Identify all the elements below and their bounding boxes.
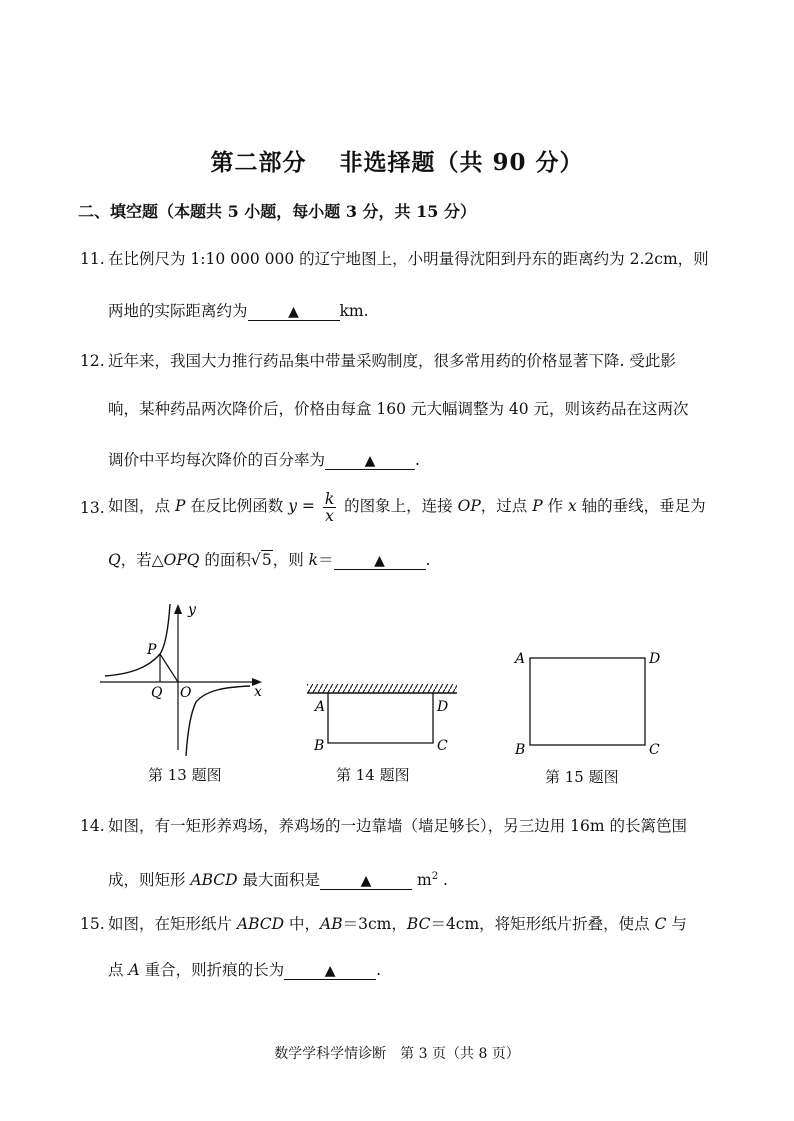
q12-number: 12.: [80, 352, 105, 370]
q13-triangle-opq: OPQ: [163, 551, 200, 569]
q15-text: 重合，则折痕的长为: [139, 961, 285, 979]
q13-number: 13.: [80, 499, 105, 517]
q14-rect-abcd: ABCD: [190, 871, 238, 890]
q12-answer-blank[interactable]: [325, 451, 415, 470]
q13-text: ，过点: [480, 497, 533, 515]
fig13-graph: [100, 602, 262, 756]
fig13-caption: 第 13 题图: [148, 766, 222, 784]
q13-point-p: P: [174, 497, 186, 515]
q13-text: 在反比例函数: [185, 497, 289, 515]
label-d: D: [649, 651, 661, 667]
q11-answer-blank[interactable]: [248, 302, 340, 321]
figures-area: [0, 590, 794, 790]
q13-axis-x: x: [567, 497, 577, 515]
q14-unit-exponent: 2: [431, 871, 439, 882]
answer-triangle-icon: ▲: [360, 873, 372, 890]
page-title: 第二部分 非选择题（共 90 分）: [210, 149, 584, 176]
q12-line1: 近年来，我国大力推行药品集中带量采购制度，很多常用药的价格显著下降. 受此影: [108, 352, 676, 370]
q15-text: 与: [666, 915, 687, 933]
q15-answer-blank[interactable]: [284, 961, 376, 980]
page-footer: 数学学科学情诊断 第 3 页（共 8 页）: [274, 1046, 520, 1062]
q13-text: 的图象上，连接: [339, 497, 458, 515]
q15-point-c: C: [654, 915, 667, 933]
q13-text: 轴的垂线，垂足为: [576, 497, 706, 515]
q13-equals: =: [297, 497, 320, 515]
q11-text: 两地的实际距离约为: [108, 302, 248, 320]
q14-line1: 如图，有一矩形养鸡场，养鸡场的一边靠墙（墙足够长），另三边用 16m 的长篱笆围: [108, 817, 688, 835]
q14-line2: [108, 866, 448, 891]
fraction-numerator: k: [324, 489, 335, 508]
q14-answer-blank[interactable]: [320, 871, 412, 890]
q15-period: .: [376, 961, 382, 979]
q14-number: 14.: [80, 817, 105, 835]
q13-fraction: [323, 491, 336, 524]
answer-triangle-icon: ▲: [324, 963, 336, 979]
fig14-caption: 第 14 题图: [336, 766, 410, 784]
section-heading: 二、填空题（本题共 5 小题，每小题 3 分，共 15 分）: [78, 202, 476, 221]
q11-unit: km.: [339, 302, 369, 320]
label-d: D: [437, 699, 449, 715]
y-axis-arrow-icon: [174, 604, 182, 614]
q13-point-p: P: [532, 497, 543, 515]
q13-line2: [108, 549, 430, 571]
segment-op: [160, 654, 178, 682]
q15-text: ＝4cm，将矩形纸片折叠，使点: [430, 915, 655, 933]
q11-line2: [108, 300, 369, 322]
answer-triangle-icon: ▲: [374, 553, 385, 569]
fig15-diagram: [513, 651, 660, 758]
q15-number: 15.: [80, 915, 105, 933]
q15-text: 如图，在矩形纸片: [108, 915, 237, 933]
fig14-diagram: [307, 684, 457, 754]
q13-answer-blank[interactable]: [334, 551, 426, 570]
q12-line3: [108, 449, 420, 471]
label-x: x: [254, 684, 262, 700]
label-a: A: [315, 699, 326, 715]
q15-segment-ab: AB: [320, 915, 343, 933]
q13-line1: [108, 487, 706, 525]
label-q: Q: [151, 685, 163, 701]
label-b: B: [314, 738, 325, 754]
label-c: C: [649, 742, 660, 758]
q14-text: 最大面积是: [237, 871, 321, 890]
q13-text: ＝: [318, 551, 334, 569]
q13-var-k: k: [308, 551, 319, 569]
q13-sqrt: [251, 549, 273, 571]
sqrt-radicand: 5: [261, 551, 272, 569]
q15-point-a: A: [128, 961, 140, 979]
q13-period: .: [425, 551, 431, 569]
q13-text: ，若△: [120, 551, 164, 569]
fig15-caption: 第 15 题图: [545, 768, 619, 786]
q15-line2: [108, 959, 381, 981]
answer-triangle-icon: ▲: [364, 453, 376, 469]
label-p: P: [147, 642, 157, 658]
label-a: A: [515, 651, 526, 667]
q15-segment-bc: BC: [406, 915, 431, 933]
answer-triangle-icon: ▲: [288, 304, 299, 320]
q13-text: ，则: [272, 551, 309, 569]
q13-segment-op: OP: [457, 497, 481, 515]
q14-unit: m: [416, 871, 432, 890]
q13-func-y: y: [288, 497, 297, 515]
q13-point-q: Q: [108, 551, 121, 569]
paper-rect: [530, 658, 645, 745]
label-b: B: [515, 742, 526, 758]
q12-text: 调价中平均每次降价的百分率为: [108, 451, 326, 469]
q13-text: 作: [542, 497, 568, 515]
q15-line1: [108, 913, 687, 935]
fence-rect: [328, 693, 433, 743]
q11-number: 11.: [80, 250, 105, 268]
q15-text: 点: [108, 961, 129, 979]
label-o: O: [180, 685, 192, 701]
sqrt-icon: √: [250, 551, 261, 569]
label-y: y: [188, 602, 196, 618]
q15-text: ＝3cm，: [342, 915, 407, 933]
q14-period: .: [443, 871, 448, 890]
q14-text: 成，则矩形: [108, 871, 191, 890]
q12-period: .: [415, 451, 420, 469]
q15-text: 中，: [284, 915, 321, 933]
wall-hatch: [307, 684, 457, 693]
label-c: C: [437, 738, 448, 754]
q15-rect-abcd: ABCD: [236, 915, 285, 933]
q13-text: 如图，点: [108, 497, 175, 515]
q11-line1: 在比例尺为 1:10 000 000 的辽宁地图上，小明量得沈阳到丹东的距离约为 2.2cm，则: [108, 250, 709, 268]
fraction-denominator: x: [325, 506, 334, 525]
hyperbola-branch-right: [186, 686, 250, 756]
q12-line2: 响，某种药品两次降价后，价格由每盒 160 元大幅调整为 40 元，则该药品在这两次: [108, 400, 689, 418]
q13-text: 的面积: [199, 551, 251, 569]
